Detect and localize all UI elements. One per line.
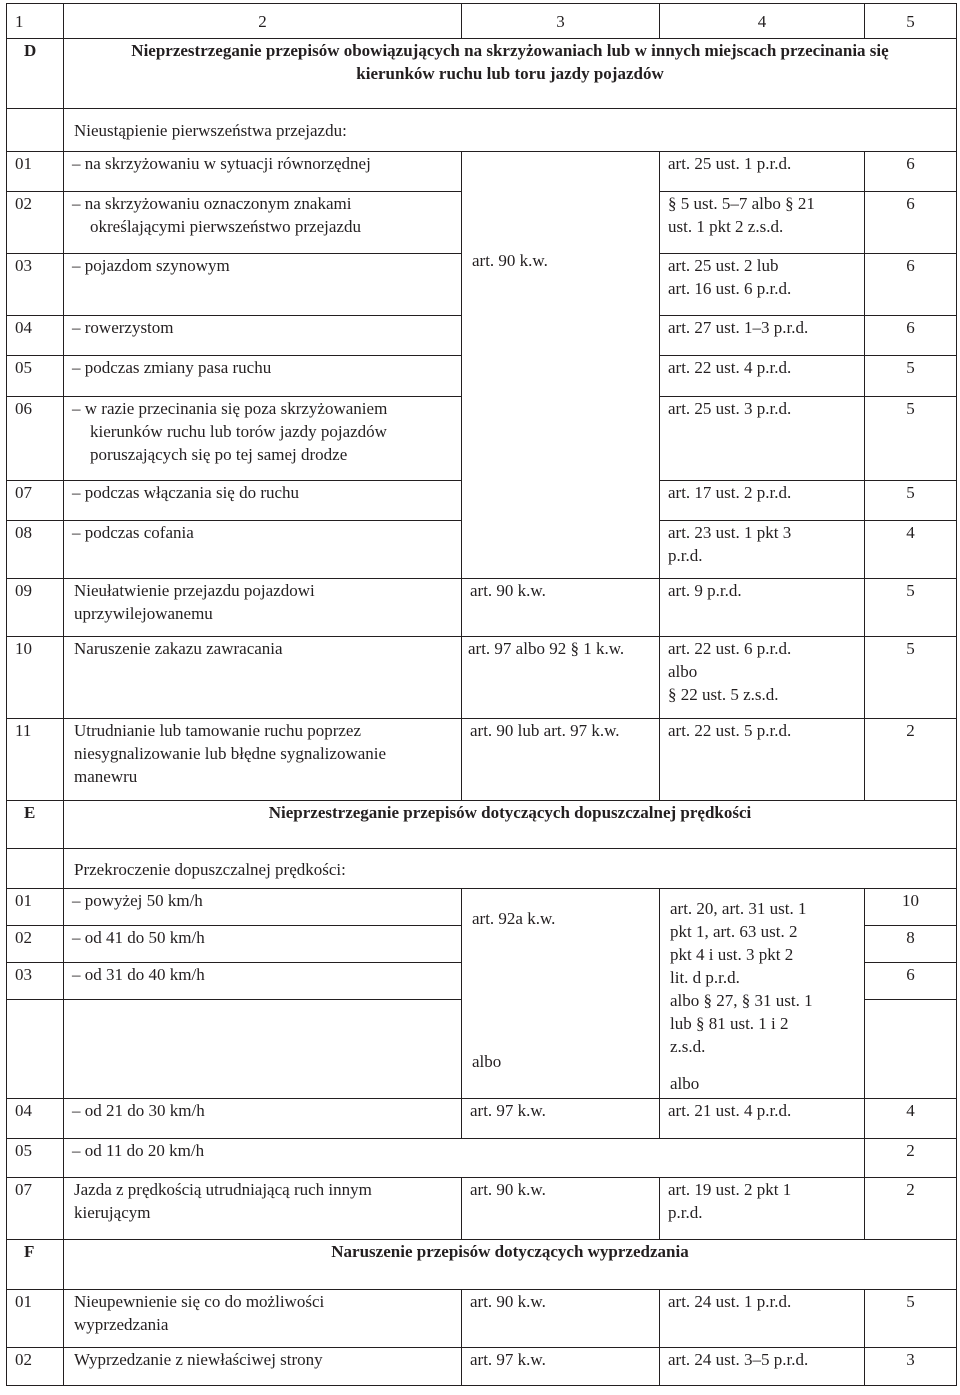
law-line: albo § 27, § 31 ust. 1 [670, 991, 813, 1010]
row-description [64, 192, 462, 254]
row-code: 01 [7, 1290, 64, 1348]
row-description: – od 11 do 20 km/h [64, 1139, 865, 1178]
points-value: 4 [865, 1099, 957, 1139]
law-reference: art. 21 ust. 4 p.r.d. [660, 1099, 865, 1139]
row-description [64, 719, 462, 801]
row-description: – powyżej 50 km/h [64, 889, 462, 926]
law-line: art. 22 ust. 6 p.r.d. [668, 639, 792, 658]
section-letter: D [7, 39, 64, 109]
section-e-heading-row [7, 801, 957, 849]
law-line: pkt 1, art. 63 ust. 2 [670, 922, 798, 941]
points-value: 8 [865, 926, 957, 963]
kw-reference: art. 90 k.w. [462, 1290, 660, 1348]
section-title-line: kierunków ruchu lub toru jazdy pojazdów [356, 64, 664, 83]
points-value: 5 [865, 397, 957, 481]
law-line: z.s.d. [670, 1037, 706, 1056]
description-line: Nieułatwienie przejazdu pojazdowi [74, 581, 315, 600]
row-description [64, 1290, 462, 1348]
points-value: 5 [865, 356, 957, 397]
points-value: 5 [865, 1290, 957, 1348]
points-value: 2 [865, 719, 957, 801]
law-reference [660, 192, 865, 254]
law-line: art. 19 ust. 2 pkt 1 [668, 1180, 792, 1199]
law-line: art. 20, art. 31 ust. 1 [670, 899, 807, 918]
section-title: Naruszenie przepisów dotyczących wyprzedzania [64, 1240, 957, 1290]
description-line: – na skrzyżowaniu oznaczonym znakami [72, 194, 352, 213]
law-reference [660, 254, 865, 316]
points-value: 10 [865, 889, 957, 926]
description-line: manewru [74, 767, 138, 786]
shared-kw-reference: art. 90 k.w. [462, 152, 660, 579]
law-line: art. 23 ust. 1 pkt 3 [668, 523, 792, 542]
law-line: lit. d p.r.d. [670, 968, 740, 987]
law-line: art. 25 ust. 2 lub [668, 256, 779, 275]
table-row [7, 1139, 957, 1178]
row-code: 05 [7, 356, 64, 397]
kw-reference: art. 97 k.w. [462, 1099, 660, 1139]
row-code: 05 [7, 1139, 64, 1178]
row-code: 09 [7, 579, 64, 637]
section-letter: E [7, 801, 64, 849]
section-letter: F [7, 1240, 64, 1290]
kw-reference: art. 97 albo 92 § 1 k.w. [462, 637, 660, 719]
law-line: lub § 81 ust. 1 i 2 [670, 1014, 789, 1033]
row-code: 02 [7, 192, 64, 254]
row-code: 01 [7, 889, 64, 926]
law-reference: art. 9 p.r.d. [660, 579, 865, 637]
points-value: 6 [865, 316, 957, 356]
table-row [7, 579, 957, 637]
section-title: Nieprzestrzeganie przepisów dotyczących dopuszczalnej prędkości [64, 801, 957, 849]
row-description: – podczas cofania [64, 521, 462, 579]
description-line: Jazda z prędkością utrudniającą ruch innym [74, 1180, 372, 1199]
law-reference [660, 889, 865, 1099]
law-reference: art. 25 ust. 3 p.r.d. [660, 397, 865, 481]
subheading: Nieustąpienie pierwszeństwa przejazdu: [64, 109, 957, 152]
points-value: 5 [865, 637, 957, 719]
law-line: § 22 ust. 5 z.s.d. [668, 685, 779, 704]
penalty-points-table [6, 3, 957, 1386]
row-code: 04 [7, 316, 64, 356]
row-code: 10 [7, 637, 64, 719]
law-reference: art. 22 ust. 5 p.r.d. [660, 719, 865, 801]
description-line: wyprzedzania [74, 1315, 169, 1334]
law-line: § 5 ust. 5–7 albo § 21 [668, 194, 815, 213]
description-line: określającymi pierwszeństwo przejazdu [90, 217, 361, 236]
law-reference: art. 22 ust. 4 p.r.d. [660, 356, 865, 397]
subheading-row [7, 849, 957, 889]
row-code: 06 [7, 397, 64, 481]
points-value: 2 [865, 1178, 957, 1240]
row-description [64, 579, 462, 637]
section-f-heading-row [7, 1240, 957, 1290]
row-description: – od 41 do 50 km/h [64, 926, 462, 963]
description-line: poruszających się po tej samej drodze [90, 445, 348, 464]
column-number-row [7, 4, 957, 39]
empty-cell [865, 1000, 957, 1099]
law-reference [660, 1178, 865, 1240]
row-code: 01 [7, 152, 64, 192]
row-code: 11 [7, 719, 64, 801]
law-reference [660, 637, 865, 719]
points-value: 6 [865, 192, 957, 254]
points-value: 2 [865, 1139, 957, 1178]
row-description: – podczas zmiany pasa ruchu [64, 356, 462, 397]
law-line: ust. 1 pkt 2 z.s.d. [668, 217, 784, 236]
row-description: – pojazdom szynowym [64, 254, 462, 316]
empty-cell [7, 849, 64, 889]
table-row [7, 637, 957, 719]
subheading-row [7, 109, 957, 152]
row-code: 03 [7, 254, 64, 316]
row-description: – podczas włączania się do ruchu [64, 481, 462, 521]
law-reference [660, 521, 865, 579]
row-description: – rowerzystom [64, 316, 462, 356]
empty-cell [64, 1000, 462, 1099]
kw-reference: art. 97 k.w. [462, 1348, 660, 1386]
law-reference: art. 27 ust. 1–3 p.r.d. [660, 316, 865, 356]
description-line: kierunków ruchu lub torów jazdy pojazdów [90, 422, 387, 441]
points-value: 4 [865, 521, 957, 579]
law-reference: art. 25 ust. 1 p.r.d. [660, 152, 865, 192]
row-code: 02 [7, 926, 64, 963]
row-code: 08 [7, 521, 64, 579]
subheading: Przekroczenie dopuszczalnej prędkości: [64, 849, 957, 889]
row-description: Wyprzedzanie z niewłaściwej strony [64, 1348, 462, 1386]
section-title [64, 39, 957, 109]
table-row [7, 1099, 957, 1139]
law-line: pkt 4 i ust. 3 pkt 2 [670, 945, 794, 964]
empty-cell [7, 109, 64, 152]
description-line: Nieupewnienie się co do możliwości [74, 1292, 325, 1311]
column-number: 2 [64, 4, 462, 39]
description-line: kierującym [74, 1203, 151, 1222]
table-row [7, 719, 957, 801]
kw-reference: art. 90 k.w. [462, 1178, 660, 1240]
row-description [64, 397, 462, 481]
description-line: – w razie przecinania się poza skrzyżowaniem [72, 399, 388, 418]
kw-line: art. 92a k.w. [472, 909, 556, 928]
table-row [7, 1290, 957, 1348]
column-number: 4 [660, 4, 865, 39]
points-value: 5 [865, 481, 957, 521]
description-line: Utrudnianie lub tamowanie ruchu poprzez [74, 721, 362, 740]
table-row [7, 1348, 957, 1386]
law-reference: art. 24 ust. 3–5 p.r.d. [660, 1348, 865, 1386]
points-value: 6 [865, 152, 957, 192]
row-code: 07 [7, 1178, 64, 1240]
kw-reference: art. 90 k.w. [462, 579, 660, 637]
row-description [64, 1178, 462, 1240]
row-description: – od 31 do 40 km/h [64, 963, 462, 1000]
law-line: p.r.d. [668, 546, 703, 565]
kw-reference: art. 90 lub art. 97 k.w. [462, 719, 660, 801]
section-d-heading-row [7, 39, 957, 109]
row-code: 03 [7, 963, 64, 1000]
law-line: albo [668, 662, 698, 681]
points-value: 6 [865, 963, 957, 1000]
table-row [7, 889, 957, 926]
kw-reference [462, 889, 660, 1099]
law-line: p.r.d. [668, 1203, 703, 1222]
empty-cell [7, 1000, 64, 1099]
description-line: niesygnalizowanie lub błędne sygnalizowanie [74, 744, 387, 763]
section-title-line: Nieprzestrzeganie przepisów obowiązujących na skrzyżowaniach lub w innych miejscach przecinania się [131, 41, 889, 60]
column-number: 3 [462, 4, 660, 39]
row-description: – od 21 do 30 km/h [64, 1099, 462, 1139]
points-value: 3 [865, 1348, 957, 1386]
law-reference: art. 24 ust. 1 p.r.d. [660, 1290, 865, 1348]
law-line: albo [670, 1074, 700, 1093]
row-code: 02 [7, 1348, 64, 1386]
column-number: 5 [865, 4, 957, 39]
column-number: 1 [7, 4, 64, 39]
law-reference: art. 17 ust. 2 p.r.d. [660, 481, 865, 521]
row-description: Naruszenie zakazu zawracania [64, 637, 462, 719]
points-value: 6 [865, 254, 957, 316]
kw-line: albo [472, 1052, 502, 1071]
table-row [7, 152, 957, 192]
description-line: uprzywilejowanemu [74, 604, 213, 623]
law-line: art. 16 ust. 6 p.r.d. [668, 279, 792, 298]
table-row [7, 1178, 957, 1240]
points-value: 5 [865, 579, 957, 637]
row-description: – na skrzyżowaniu w sytuacji równorzędnej [64, 152, 462, 192]
row-code: 07 [7, 481, 64, 521]
row-code: 04 [7, 1099, 64, 1139]
